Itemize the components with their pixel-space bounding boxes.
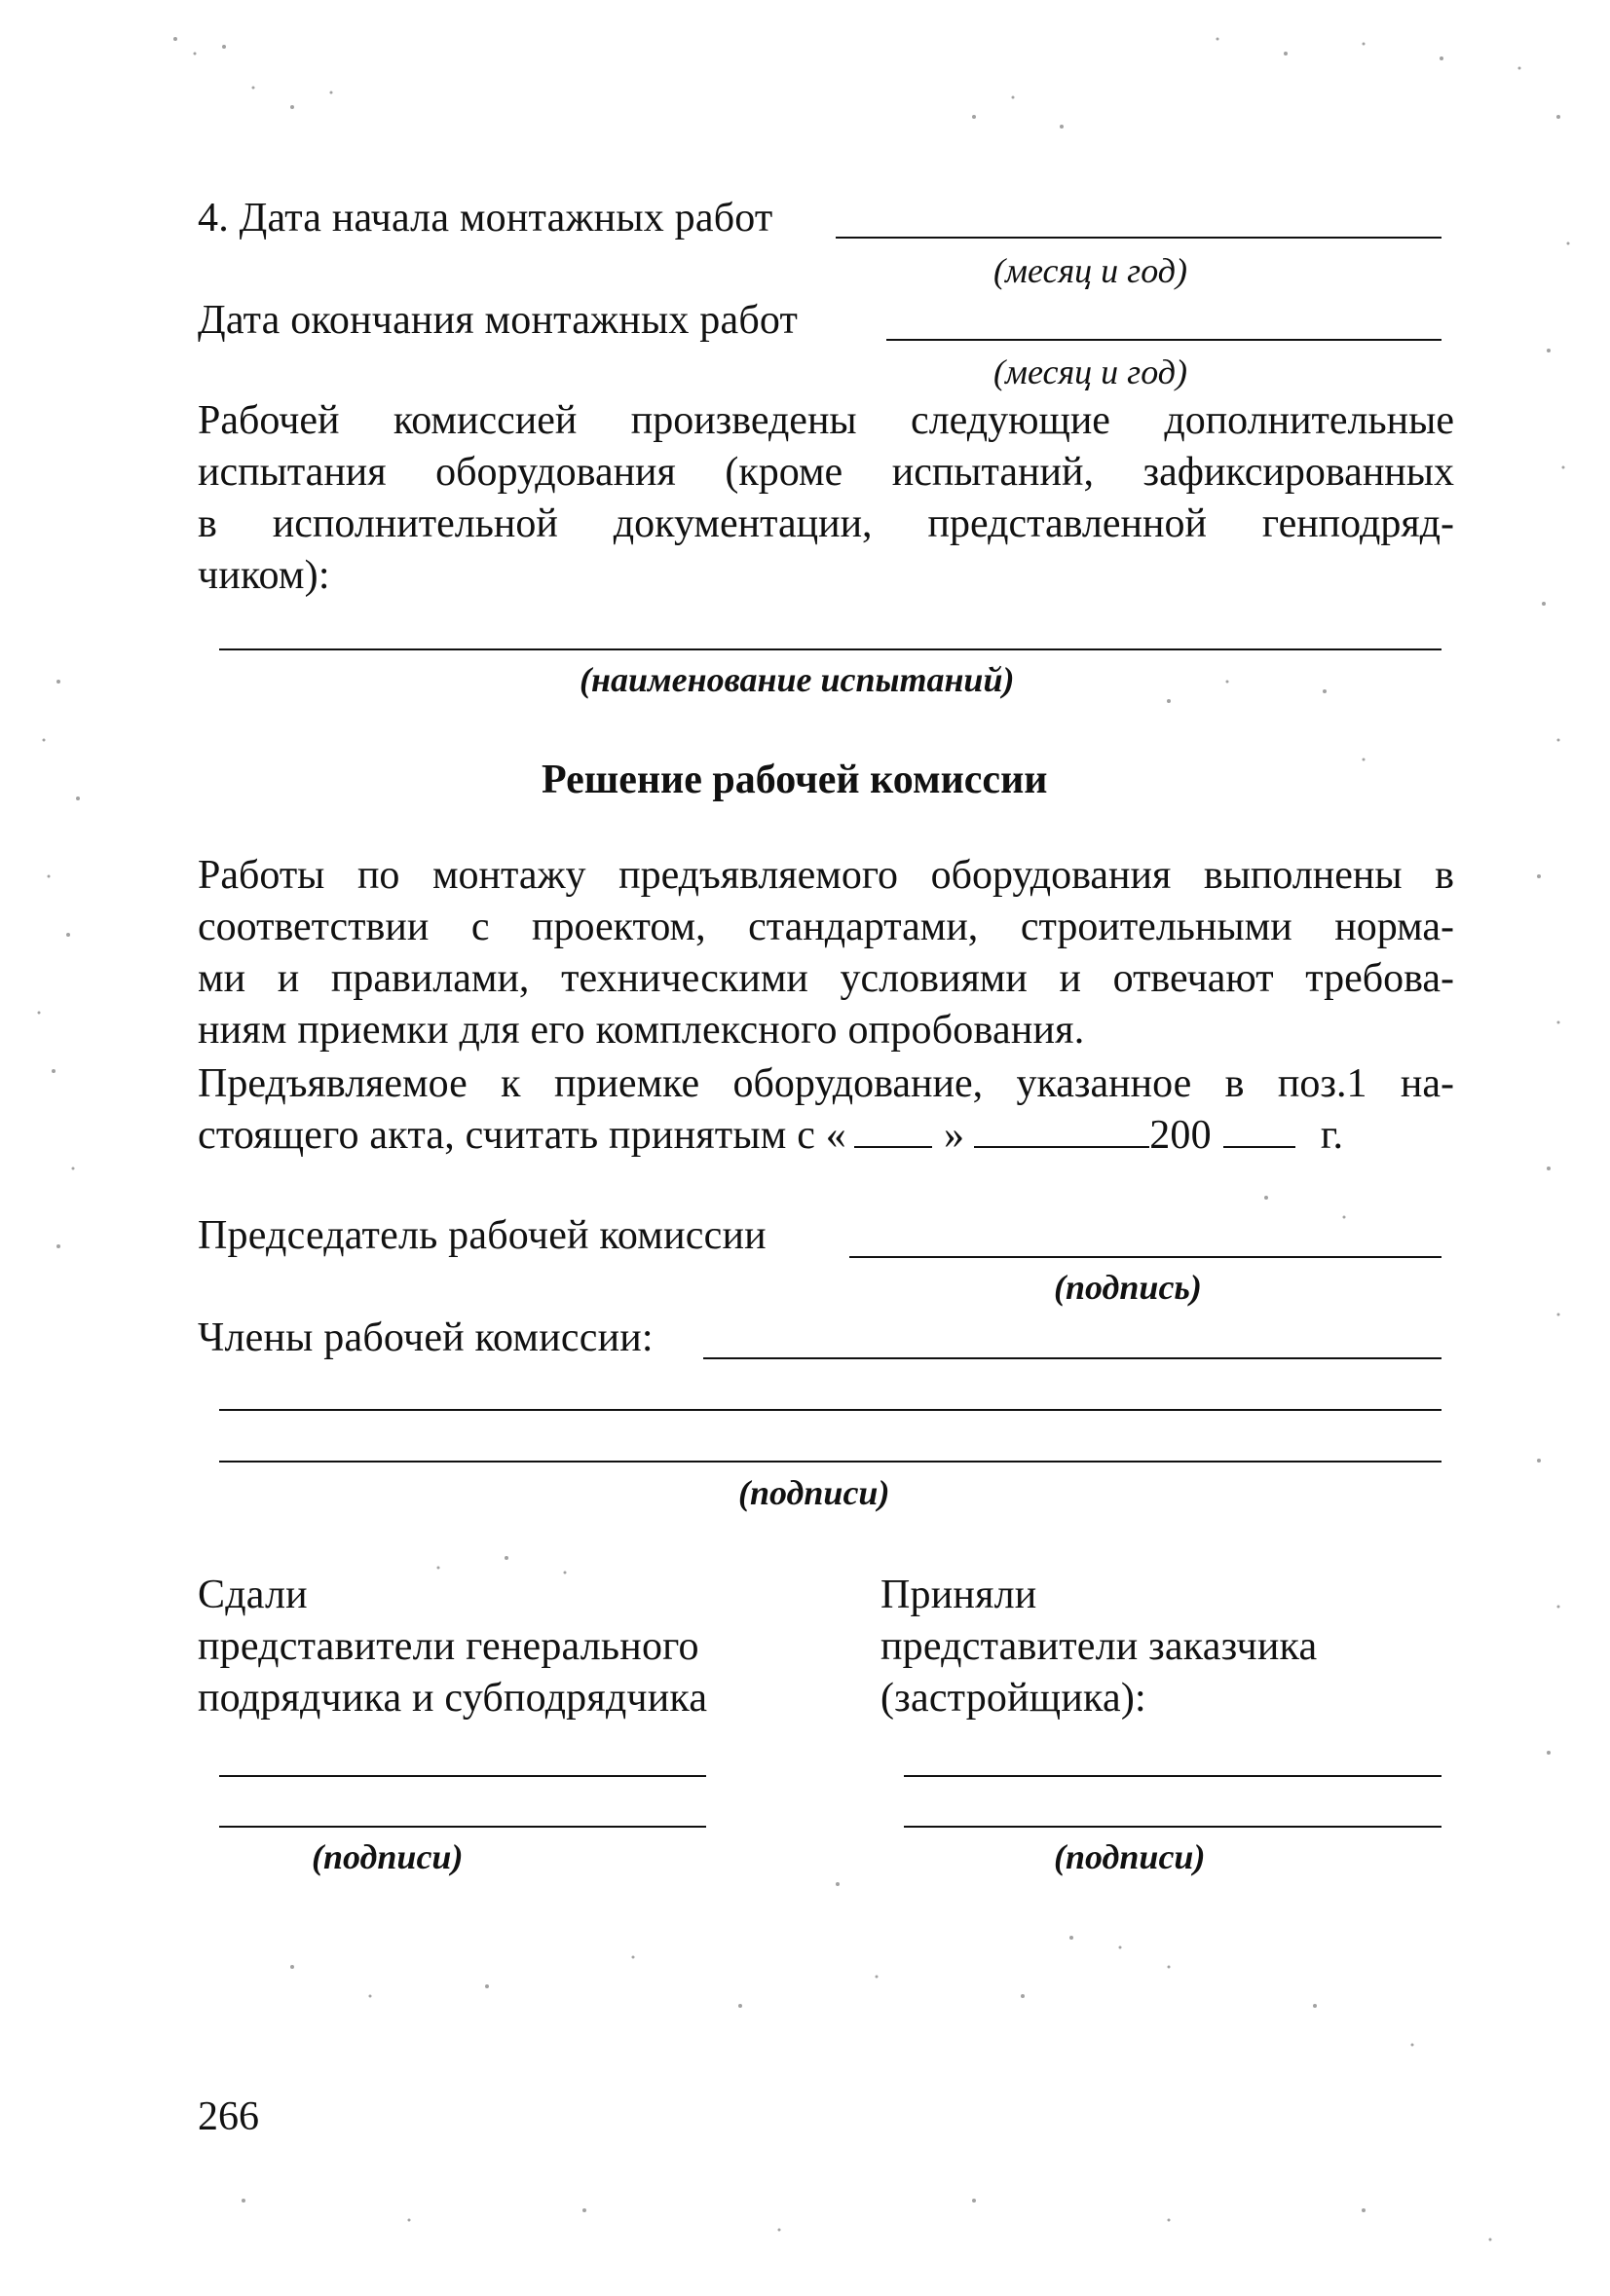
handover-right-line-2: (застройщика): (880, 1676, 1146, 1721)
acceptance-day-field[interactable] (854, 1145, 932, 1148)
tests-name-caption: (наименование испытаний) (580, 660, 1015, 699)
members-label: Члены рабочей комиссии: (198, 1315, 654, 1360)
acceptance-line-1: Предъявляемое к приемке оборудование, указанное в поз.1 на- (198, 1061, 1454, 1106)
tests-name-field[interactable] (219, 648, 1442, 650)
handover-right-line-1: представители заказчика (880, 1624, 1318, 1669)
decision-paragraph-line-4: ниям приемки для его комплексного опробования. (198, 1008, 1085, 1053)
chairman-signature-caption: (подпись) (1054, 1268, 1202, 1307)
handover-right-signature-field-2[interactable] (904, 1826, 1442, 1828)
handover-left-title: Сдали (198, 1573, 308, 1617)
handover-left-signature-field-1[interactable] (219, 1775, 706, 1777)
handover-left-caption: (подписи) (312, 1837, 464, 1876)
tests-paragraph-line-2: испытания оборудования (кроме испытаний, зафиксированных (198, 450, 1454, 495)
members-signature-caption: (подписи) (738, 1473, 890, 1512)
acceptance-date-mid: » (944, 1113, 965, 1158)
end-date-caption: (месяц и год) (993, 352, 1187, 391)
handover-left-line-2: подрядчика и субподрядчика (198, 1676, 708, 1721)
chairman-label: Председатель рабочей комиссии (198, 1213, 767, 1258)
start-date-label: 4. Дата начала монтажных работ (198, 196, 773, 241)
tests-paragraph-line-1: Рабочей комиссией произведены следующие дополнительные (198, 398, 1454, 443)
handover-left-signature-field-2[interactable] (219, 1826, 706, 1828)
members-signature-field-2[interactable] (219, 1409, 1442, 1411)
members-signature-field-1[interactable] (703, 1357, 1442, 1359)
tests-paragraph-line-3: в исполнительной документации, представленной генподряд- (198, 501, 1454, 546)
start-date-field[interactable] (836, 237, 1442, 239)
acceptance-year-prefix: 200 (1149, 1113, 1212, 1158)
page-number: 266 (198, 2094, 259, 2139)
handover-right-caption: (подписи) (1054, 1837, 1206, 1876)
decision-paragraph-line-1: Работы по монтажу предъявляемого оборудования выполнены в (198, 853, 1454, 898)
acceptance-year-field[interactable] (1223, 1145, 1295, 1148)
chairman-signature-field[interactable] (849, 1256, 1442, 1258)
handover-right-signature-field-1[interactable] (904, 1775, 1442, 1777)
start-date-caption: (месяц и год) (993, 251, 1187, 290)
end-date-field[interactable] (886, 339, 1442, 341)
acceptance-month-field[interactable] (974, 1145, 1149, 1148)
handover-left-line-1: представители генерального (198, 1624, 699, 1669)
end-date-label: Дата окончания монтажных работ (198, 298, 799, 343)
acceptance-line-2 (198, 1110, 1343, 1161)
tests-paragraph-line-4: чиком): (198, 553, 330, 598)
acceptance-year-suffix: г. (1320, 1113, 1344, 1158)
handover-right-title: Приняли (880, 1573, 1037, 1617)
acceptance-date-prefix: стоящего акта, считать принятым с « (198, 1113, 846, 1158)
decision-heading: Решение рабочей комиссии (542, 758, 1048, 802)
members-signature-field-3[interactable] (219, 1461, 1442, 1463)
decision-paragraph-line-3: ми и правилами, техническими условиями и отвечают требова- (198, 956, 1454, 1001)
decision-paragraph-line-2: соответствии с проектом, стандартами, строительными норма- (198, 905, 1454, 949)
